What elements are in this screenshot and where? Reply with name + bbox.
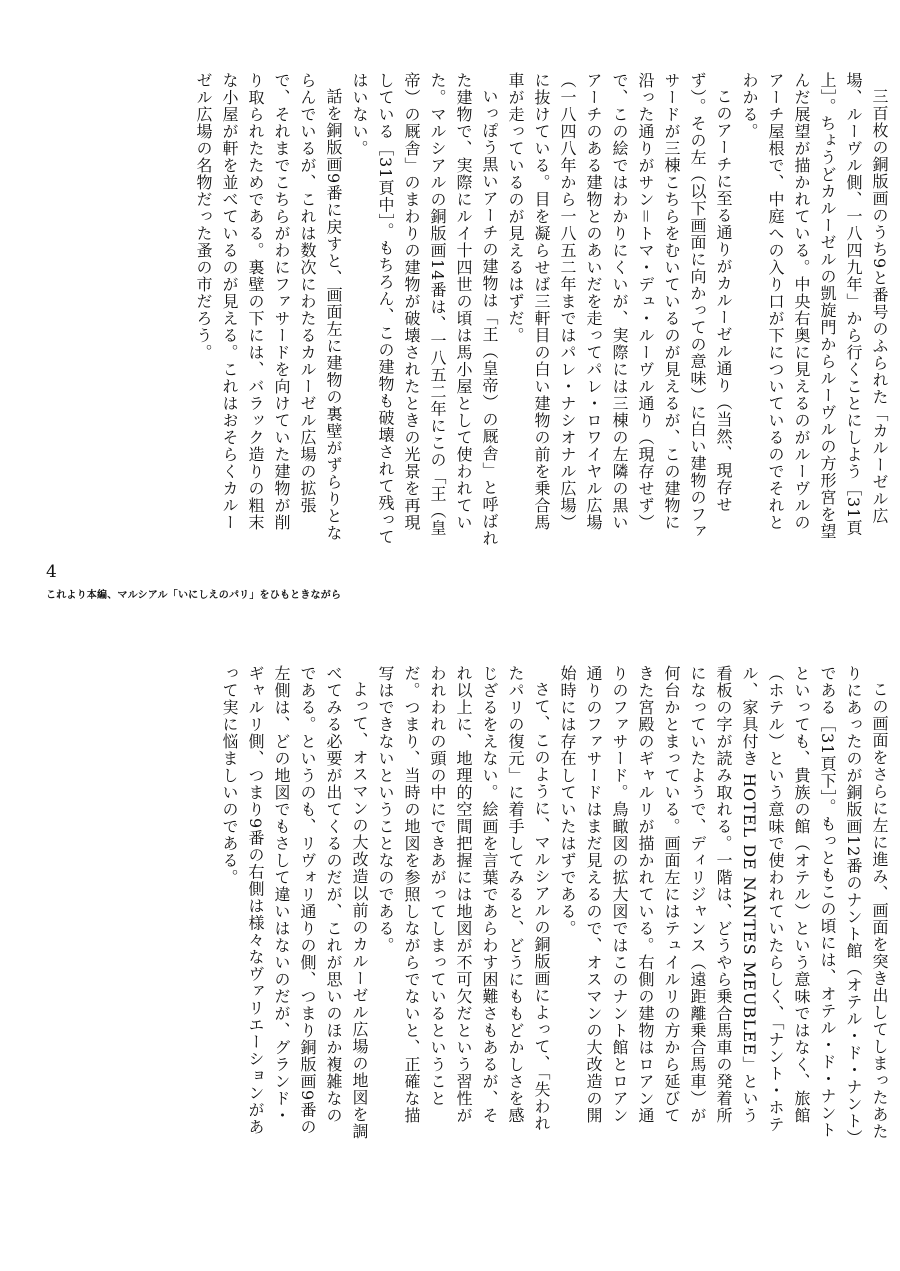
page-number: 4 <box>46 562 57 582</box>
paragraph: よって、オスマンの大改造以前のカルーゼル広場の地図を調べてみる必要が出てくるのだが、これが思いのほか複雑なのである。というのも、リヴォリ通りの側、つまり銅版画9番の左側は、どの地図でもさして違いはないのだが、グランド・ギャルリ側、つまり9番の右側は様々なヴァリエーションがあって実に悩ましいのである。 <box>220 665 369 1140</box>
paragraph: このアーチに至る通りがカルーゼル通り（当然、現存せず）。その左（以下画面に向かっての意味）に白い建物のファサードが三棟こちらをむいているのが見えるが、この建物に沿った通りがサン＝トマ・デュ・ルーヴル通り（現存せず）で、この絵ではわかりにくいが、実際には三棟の左隣の黒いアーチのある建物とのあいだを走ってパレ・ロワイヤル広場（一八四八年から一八五二年まではパレ・ナシオナル広場）に抜けている。目を凝らせば三軒目の白い建物の前を乗合馬車が走っているのが見えるはずだ。 <box>506 72 733 540</box>
running-head: これより本編、マルシアル「いにしえのパリ」をひもときながら <box>46 590 342 601</box>
top-text-block <box>140 72 892 547</box>
paragraph: いっぽう黒いアーチの建物は「王（皇帝）の厩舎」と呼ばれた建物で、実際にルイ十四世の頃は馬小屋として使われていた。マルシアルの銅版画14番は、一八五二年にこの「王（皇帝）の厩舎」のまわりの建物が破壊されたときの光景を再現している［31頁中］。もちろん、この建物も破壊されて残ってはいない。 <box>350 72 499 547</box>
bottom-text-block <box>140 665 892 1140</box>
paragraph: この画面をさらに左に進み、画面を突き出してしまったあたりにあったのが銅版画12番のナント館（オテル・ド・ナント）である［31頁下］。もっともこの頃には、オテル・ド・ナントといっても、貴族の館（オテル）という意味ではなく、旅館（ホテル）という意味で使われていたらしく、「ナント・ホテル、家具付き HOTEL DE NANTES MEUBLEE」という看板の字が読み取れる。一階は、どうやら乗合馬車の発着所になっていたようで、ディリジャンス（遠距離乗合馬車）が何台かとまっている。画面左にはテュイルリの方から延びてきた宮殿のギャルリが描かれている。右側の建物はロアン通りのファサード。鳥瞰図の拡大図ではこのナント館とロアン通りのファサードはまだ見えるので、オスマンの大改造の開始時には存在していたはずである。 <box>558 665 889 1140</box>
paragraph: さて、このように、マルシアルの銅版画によって、「失われたパリの復元」に着手してみると、どうにももどかしさを感じざるをえない。絵画を言葉であらわす困難さもあるが、それ以上に、地理的空間把握には地図が不可欠だという習性がわれわれの頭の中にできあがってしまっているということだ。つまり、当時の地図を参照しながらでないと、正確な描写はできないということなのである。 <box>376 665 551 1132</box>
paragraph: 話を銅版画9番に戻すと、画面左に建物の裏壁がずらりとならんでいるが、これは数次にわたるカルーゼル広場の拡張で、それまでこちらがわにファサードを向けていた建物が削り取られたためである。裏壁の下には、バラック造りの粗末な小屋が軒を並べているのが見える。これはおそらくカルーゼル広場の名物だった蚤の市だろう。 <box>194 72 343 542</box>
paragraph: 三百枚の銅版画のうち9と番号のふられた「カルーゼル広場、ルーヴル側、一八四九年」から行くことにしよう［31頁上］。ちょうどカルーゼルの凱旋門からルーヴルの方形宮を望んだ展望が描かれている。中央右奥に見えるのがルーヴルのアーチ屋根で、中庭への入り口が下についているのでそれとわかる。 <box>740 72 889 540</box>
